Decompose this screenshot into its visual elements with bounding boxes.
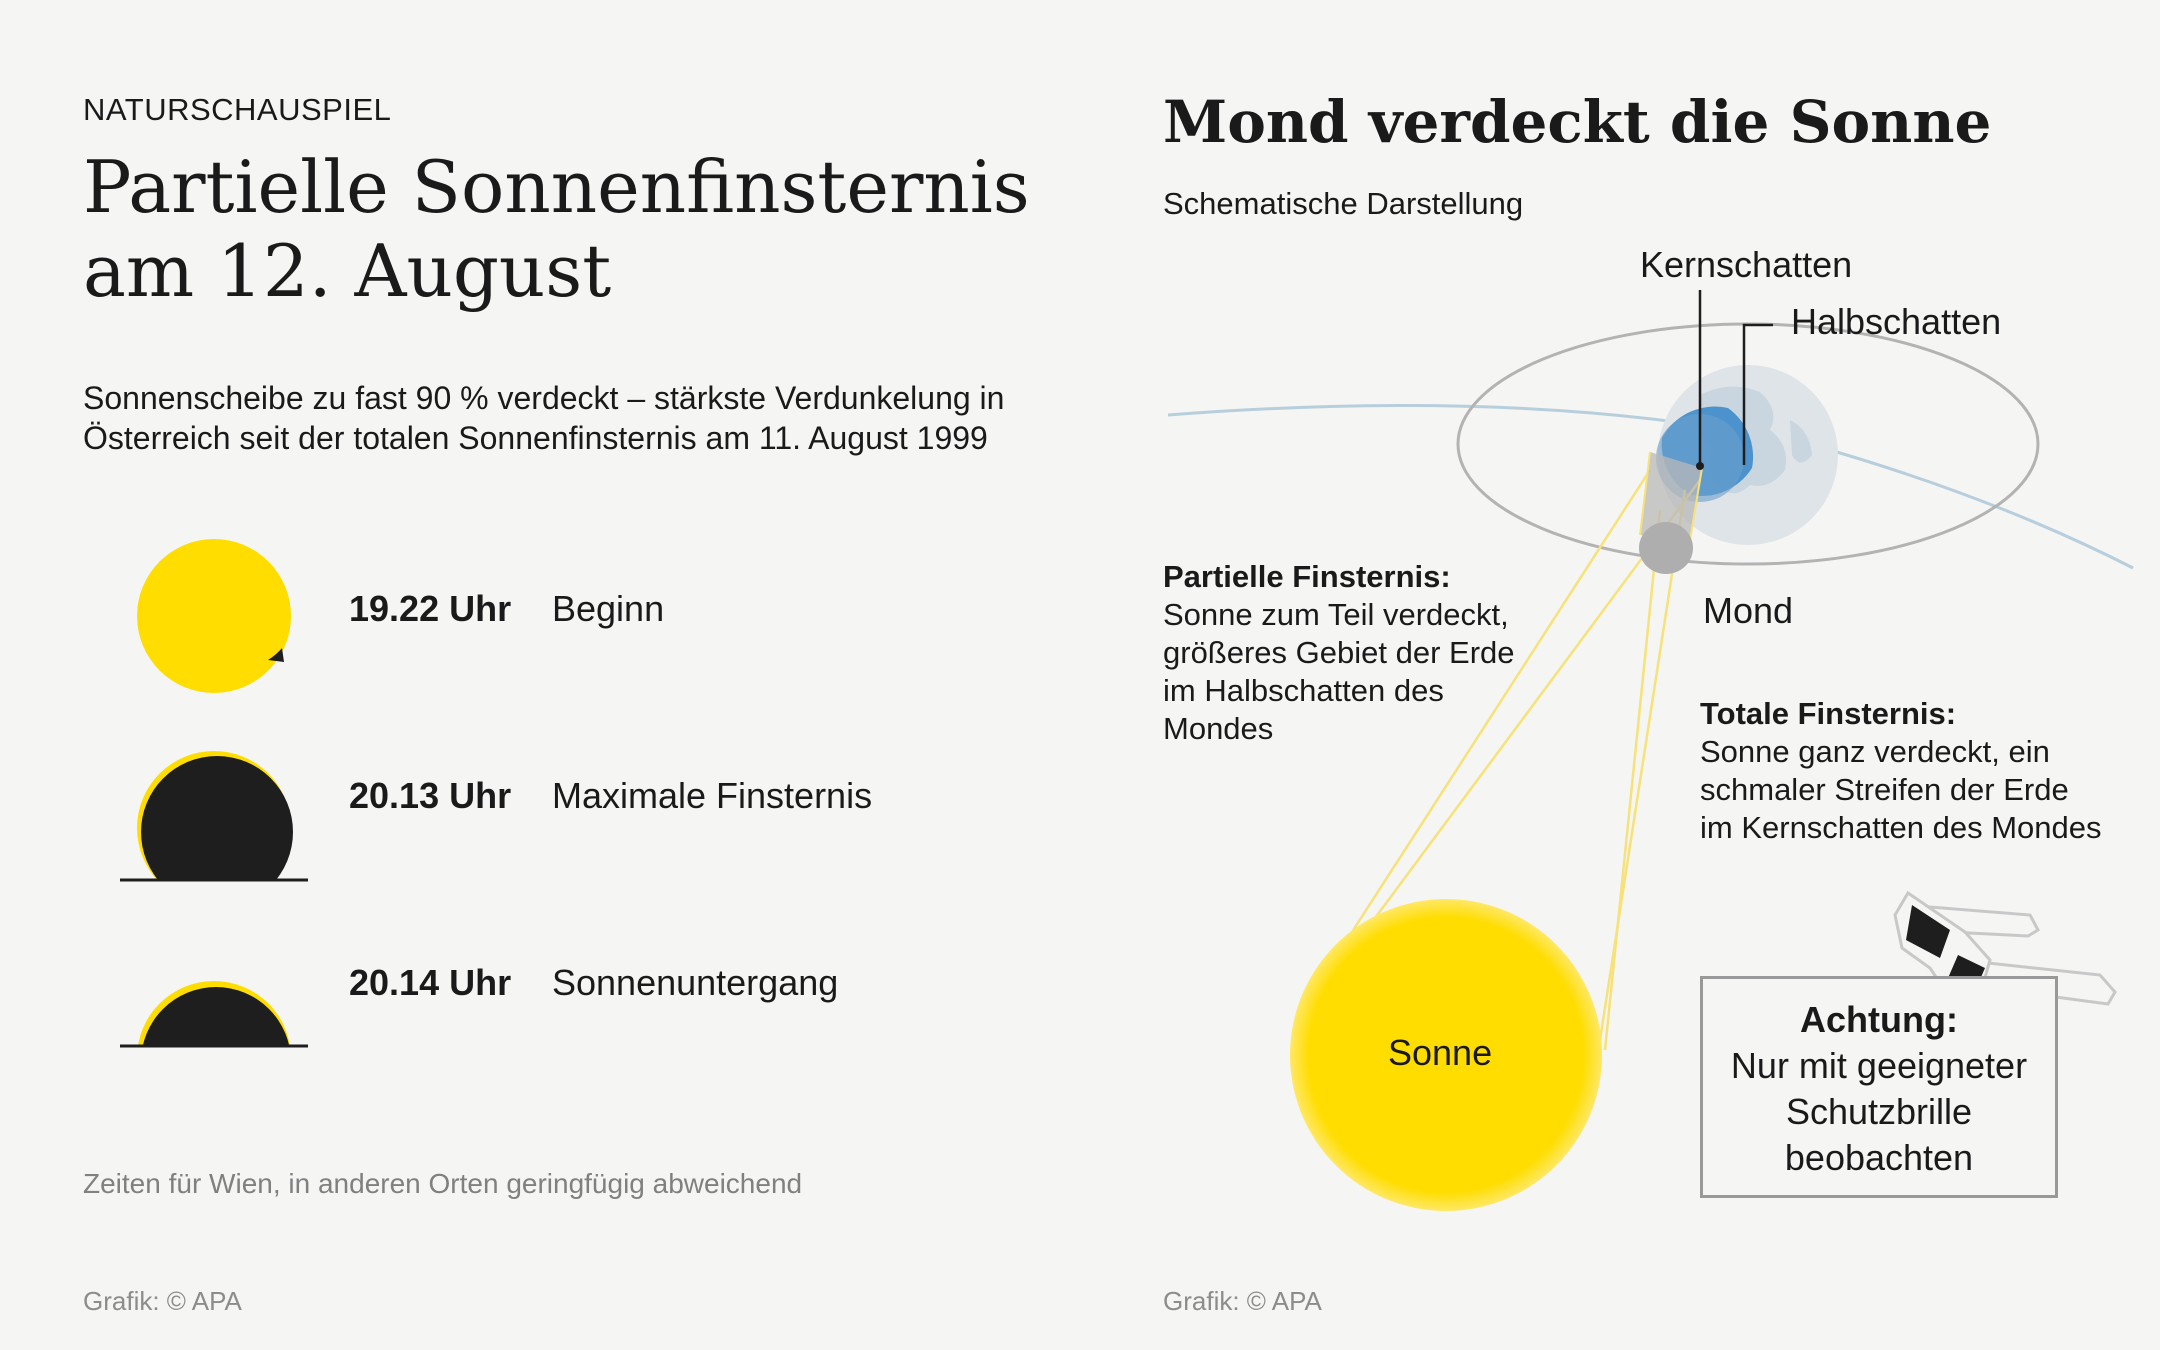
total-eclipse-info — [1700, 695, 2102, 847]
total-line: Sonne ganz verdeckt, ein — [1700, 734, 2050, 769]
phase-label: Beginn — [552, 588, 665, 629]
kicker: NATURSCHAUSPIEL — [83, 92, 392, 127]
sun-label: Sonne — [1388, 1032, 1493, 1073]
diagram-title: Mond verdeckt die Sonne — [1163, 88, 1992, 156]
moon-icon — [1639, 452, 1702, 574]
phase-time: 19.22 Uhr — [349, 588, 512, 629]
partial-eclipse-info — [1163, 558, 1515, 748]
subtitle-line-2: Österreich seit der totalen Sonnenfinsternis am 11. August 1999 — [83, 420, 988, 456]
partial-heading: Partielle Finsternis: — [1163, 559, 1451, 594]
total-line: im Kernschatten des Mondes — [1700, 810, 2102, 845]
title-line-2: am 12. August — [83, 229, 612, 313]
warning-line: Nur mit geeigneter — [1730, 1045, 2028, 1086]
phase-time: 20.13 Uhr — [349, 775, 512, 816]
partial-line: Mondes — [1163, 711, 1274, 746]
title-line-1: Partielle Sonnenfinsternis — [83, 145, 1030, 229]
footnote: Zeiten für Wien, in anderen Orten geringfügig abweichend — [83, 1168, 803, 1199]
partial-line: größeres Gebiet der Erde — [1163, 635, 1515, 670]
penumbra-label: Halbschatten — [1791, 301, 2002, 342]
warning-heading: Achtung: — [1800, 999, 1958, 1040]
warning-line: beobachten — [1784, 1137, 1974, 1178]
partial-line: Sonne zum Teil verdeckt, — [1163, 597, 1509, 632]
phase-time: 20.14 Uhr — [349, 962, 512, 1003]
sunset-eclipse-icon — [137, 981, 291, 1137]
warning-line: Schutzbrille — [1785, 1091, 1973, 1132]
warning-box — [1700, 976, 2058, 1198]
phase-label: Sonnenuntergang — [552, 962, 839, 1003]
eclipse-icon — [137, 751, 293, 908]
sun-icon — [137, 539, 291, 693]
credit: Grafik: © APA — [1163, 1286, 1322, 1316]
total-line: schmaler Streifen der Erde — [1700, 772, 2069, 807]
credit: Grafik: © APA — [83, 1286, 242, 1316]
umbra-label: Kernschatten — [1640, 244, 1853, 285]
moon-label: Mond — [1703, 590, 1794, 631]
phase-label: Maximale Finsternis — [552, 775, 873, 816]
total-heading: Totale Finsternis: — [1700, 696, 1957, 731]
partial-line: im Halbschatten des — [1163, 673, 1444, 708]
diagram-subtitle: Schematische Darstellung — [1163, 186, 1524, 221]
subtitle-line-1: Sonnenscheibe zu fast 90 % verdeckt – stärkste Verdunkelung in — [83, 380, 1005, 416]
